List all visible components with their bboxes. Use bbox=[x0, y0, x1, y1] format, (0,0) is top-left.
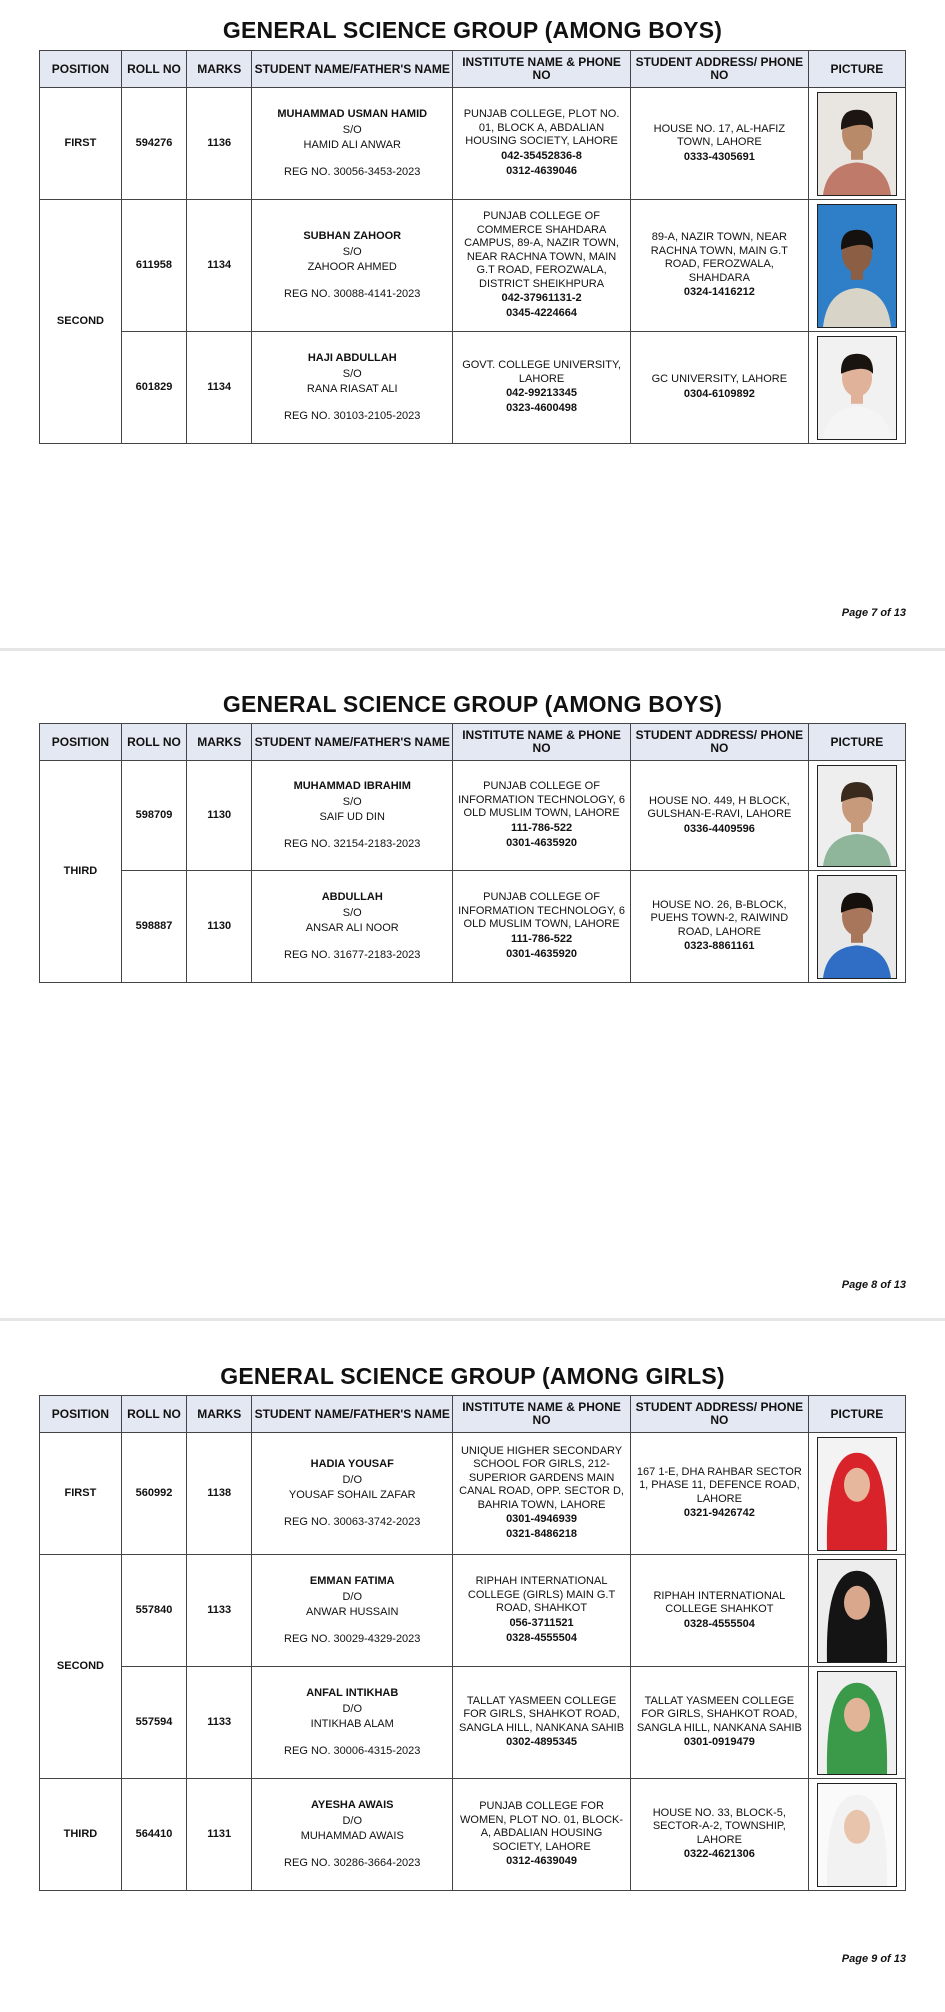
page-title: GENERAL SCIENCE GROUP (AMONG GIRLS) bbox=[220, 1363, 725, 1389]
student-photo bbox=[817, 1671, 897, 1775]
page-7 bbox=[0, 0, 945, 648]
address-cell bbox=[630, 761, 808, 871]
picture-cell bbox=[808, 1779, 905, 1891]
student-photo bbox=[817, 1559, 897, 1663]
institute-phone: 0312-4639046 bbox=[506, 164, 578, 177]
institute-name: PUNJAB COLLEGE OF COMMERCE SHAHDARA CAMPUS, 89-A, NAZIR TOWN, NEAR RACHNA TOWN, MAIN G.T ROAD, FEROZWALA, DISTRICT SHEIKHPURA bbox=[464, 210, 619, 290]
page-9 bbox=[0, 1321, 945, 2012]
student-name-cell bbox=[252, 1667, 453, 1779]
page-title: GENERAL SCIENCE GROUP (AMONG BOYS) bbox=[222, 691, 723, 717]
student-address: RIPHAH INTERNATIONAL COLLEGE SHAHKOT bbox=[653, 1589, 786, 1615]
student-name-cell bbox=[252, 88, 453, 200]
institute-phone: 0321-8486218 bbox=[506, 1528, 578, 1541]
institute-phone: 0301-4635920 bbox=[506, 947, 578, 960]
column-header-name: STUDENT NAME/FATHER'S NAME bbox=[252, 51, 453, 88]
student-phone: 0301-0919479 bbox=[683, 1736, 755, 1749]
roll-number: 594276 bbox=[121, 88, 186, 200]
institute-name: PUNJAB COLLEGE, PLOT NO. 01, BLOCK A, ABDALIAN HOUSING SOCIETY, LAHORE bbox=[463, 108, 620, 148]
institute-cell bbox=[453, 871, 631, 983]
column-header-picture: PICTURE bbox=[808, 1396, 905, 1433]
column-header-marks: MARKS bbox=[187, 1396, 252, 1433]
column-header-position: POSITION bbox=[40, 51, 122, 88]
picture-cell bbox=[808, 200, 905, 332]
student-name-cell bbox=[252, 332, 453, 444]
relation: S/O bbox=[342, 246, 362, 258]
column-header-name: STUDENT NAME/FATHER'S NAME bbox=[252, 1396, 453, 1433]
marks: 1134 bbox=[187, 332, 252, 444]
institute-cell bbox=[453, 761, 631, 871]
student-row bbox=[40, 1433, 906, 1555]
student-name: ANFAL INTIKHAB bbox=[306, 1687, 399, 1699]
table-header bbox=[40, 1396, 906, 1433]
position-cell: THIRD bbox=[40, 1779, 122, 1891]
results-table bbox=[39, 1395, 906, 1891]
student-phone: 0333-4305691 bbox=[683, 150, 755, 163]
student-name: SUBHAN ZAHOOR bbox=[303, 230, 402, 242]
table-body bbox=[40, 88, 906, 444]
father-name: INTIKHAB ALAM bbox=[310, 1718, 394, 1730]
student-portrait bbox=[818, 1672, 896, 1774]
student-photo bbox=[817, 336, 897, 440]
roll-number: 601829 bbox=[121, 332, 186, 444]
header-row bbox=[40, 1396, 906, 1433]
student-photo bbox=[817, 765, 897, 867]
student-name-cell bbox=[252, 761, 453, 871]
student-row bbox=[40, 761, 906, 871]
position-cell: FIRST bbox=[40, 88, 122, 200]
column-header-address: STUDENT ADDRESS/ PHONE NO bbox=[630, 51, 808, 88]
institute-name: UNIQUE HIGHER SECONDARY SCHOOL FOR GIRLS, 212-SUPERIOR GARDENS MAIN CANAL ROAD, OPP. SECTOR D, BAHRIA TOWN, LAHORE bbox=[459, 1444, 624, 1511]
relation: D/O bbox=[342, 1703, 363, 1715]
student-address: TALLAT YASMEEN COLLEGE FOR GIRLS, SHAHKOT ROAD, SANGLA HILL, NANKANA SAHIB bbox=[636, 1694, 802, 1734]
relation: S/O bbox=[342, 796, 362, 808]
institute-cell bbox=[453, 88, 631, 200]
registration-number: REG NO. 31677-2183-2023 bbox=[284, 949, 421, 961]
student-address: HOUSE NO. 17, AL-HAFIZ TOWN, LAHORE bbox=[653, 122, 786, 148]
address-cell bbox=[630, 1433, 808, 1555]
institute-name: RIPHAH INTERNATIONAL COLLEGE (GIRLS) MAIN G.T ROAD, SHAHKOT bbox=[467, 1575, 616, 1615]
student-phone: 0321-9426742 bbox=[683, 1507, 755, 1520]
column-header-roll: ROLL NO bbox=[121, 1396, 186, 1433]
column-header-picture: PICTURE bbox=[808, 51, 905, 88]
institute-cell bbox=[453, 1779, 631, 1891]
institute-phone: 0323-4600498 bbox=[506, 402, 578, 414]
registration-number: REG NO. 30088-4141-2023 bbox=[284, 288, 421, 300]
student-row bbox=[40, 200, 906, 332]
institute-phone: 0328-4555504 bbox=[506, 1631, 578, 1644]
institute-phone: 0301-4635920 bbox=[506, 836, 578, 849]
column-header-name: STUDENT NAME/FATHER'S NAME bbox=[252, 724, 453, 761]
institute-cell bbox=[453, 1433, 631, 1555]
relation: S/O bbox=[342, 124, 362, 136]
student-address: HOUSE NO. 26, B-BLOCK, PUEHS TOWN-2, RAIWIND ROAD, LAHORE bbox=[650, 898, 789, 938]
relation: D/O bbox=[342, 1591, 363, 1603]
student-name-cell bbox=[252, 1555, 453, 1667]
column-header-position: POSITION bbox=[40, 1396, 122, 1433]
position-cell: SECOND bbox=[40, 1555, 122, 1779]
page-number: Page 9 of 13 bbox=[841, 1953, 906, 1965]
column-header-picture: PICTURE bbox=[808, 724, 905, 761]
father-name: SAIF UD DIN bbox=[319, 811, 385, 823]
table-header bbox=[40, 51, 906, 88]
student-portrait bbox=[818, 1438, 896, 1550]
student-row bbox=[40, 332, 906, 444]
student-phone: 0323-8861161 bbox=[684, 940, 755, 953]
father-name: ANSAR ALI NOOR bbox=[305, 922, 399, 934]
student-row bbox=[40, 1779, 906, 1891]
column-header-institute: INSTITUTE NAME & PHONE NO bbox=[453, 724, 631, 761]
position-cell: THIRD bbox=[40, 761, 122, 983]
column-header-address: STUDENT ADDRESS/ PHONE NO bbox=[630, 724, 808, 761]
institute-phone: 0312-4639049 bbox=[506, 1855, 578, 1867]
student-portrait bbox=[818, 1560, 896, 1662]
student-row bbox=[40, 88, 906, 200]
student-photo bbox=[817, 204, 897, 328]
marks: 1133 bbox=[187, 1667, 252, 1779]
address-cell bbox=[630, 332, 808, 444]
student-portrait bbox=[818, 876, 896, 978]
column-header-roll: ROLL NO bbox=[121, 724, 186, 761]
registration-number: REG NO. 30006-4315-2023 bbox=[284, 1745, 421, 1757]
student-name-cell bbox=[252, 1433, 453, 1555]
table-body bbox=[40, 761, 906, 983]
student-name: AYESHA AWAIS bbox=[310, 1799, 394, 1811]
institute-phone: 111-786-522 bbox=[510, 821, 573, 834]
page-8 bbox=[0, 651, 945, 1318]
roll-number: 560992 bbox=[121, 1433, 186, 1555]
student-row bbox=[40, 1667, 906, 1779]
header-row bbox=[40, 51, 906, 88]
student-portrait bbox=[818, 1784, 896, 1886]
column-header-marks: MARKS bbox=[187, 51, 252, 88]
student-portrait bbox=[818, 205, 896, 327]
results-table bbox=[39, 50, 906, 444]
institute-name: GOVT. COLLEGE UNIVERSITY, LAHORE bbox=[462, 359, 621, 385]
relation: S/O bbox=[342, 907, 362, 919]
father-name: ANWAR HUSSAIN bbox=[305, 1606, 399, 1618]
institute-phone: 042-35452836-8 bbox=[501, 149, 582, 162]
picture-cell bbox=[808, 1433, 905, 1555]
student-name: EMMAN FATIMA bbox=[309, 1575, 395, 1587]
institute-phone: 042-37961131-2 bbox=[501, 292, 582, 304]
institute-cell bbox=[453, 200, 631, 332]
relation: D/O bbox=[342, 1815, 363, 1827]
institute-phone: 042-99213345 bbox=[506, 387, 578, 399]
student-phone: 0304-6109892 bbox=[683, 387, 755, 400]
table-header bbox=[40, 724, 906, 761]
student-name: HADIA YOUSAF bbox=[310, 1458, 394, 1470]
student-address: HOUSE NO. 449, H BLOCK, GULSHAN-E-RAVI, LAHORE bbox=[647, 794, 792, 820]
address-cell bbox=[630, 1555, 808, 1667]
header-row bbox=[40, 724, 906, 761]
institute-name: TALLAT YASMEEN COLLEGE FOR GIRLS, SHAHKOT ROAD, SANGLA HILL, NANKANA SAHIB bbox=[459, 1694, 625, 1734]
roll-number: 598887 bbox=[121, 871, 186, 983]
column-header-institute: INSTITUTE NAME & PHONE NO bbox=[453, 51, 631, 88]
page-number: Page 8 of 13 bbox=[841, 1279, 906, 1291]
table-body bbox=[40, 1433, 906, 1891]
institute-phone: 0301-4946939 bbox=[506, 1513, 578, 1526]
institute-phone: 111-786-522 bbox=[510, 932, 573, 945]
student-row bbox=[40, 871, 906, 983]
picture-cell bbox=[808, 88, 905, 200]
father-name: YOUSAF SOHAIL ZAFAR bbox=[288, 1489, 416, 1501]
student-photo bbox=[817, 875, 897, 979]
position-cell: SECOND bbox=[40, 200, 122, 444]
registration-number: REG NO. 30286-3664-2023 bbox=[284, 1857, 421, 1869]
picture-cell bbox=[808, 761, 905, 871]
student-address: GC UNIVERSITY, LAHORE bbox=[651, 373, 788, 386]
roll-number: 557594 bbox=[121, 1667, 186, 1779]
roll-number: 598709 bbox=[121, 761, 186, 871]
institute-name: PUNJAB COLLEGE FOR WOMEN, PLOT NO. 01, BLOCK-A, ABDALIAN HOUSING SOCIETY, LAHORE bbox=[460, 1800, 624, 1853]
student-address: 89-A, NAZIR TOWN, NEAR RACHNA TOWN, MAIN G.T ROAD, FEROZWALA, SHAHDARA bbox=[650, 231, 788, 284]
registration-number: REG NO. 30103-2105-2023 bbox=[284, 410, 421, 422]
roll-number: 564410 bbox=[121, 1779, 186, 1891]
registration-number: REG NO. 32154-2183-2023 bbox=[284, 838, 421, 850]
position-cell: FIRST bbox=[40, 1433, 122, 1555]
student-photo bbox=[817, 1437, 897, 1551]
marks: 1130 bbox=[187, 761, 252, 871]
registration-number: REG NO. 30029-4329-2023 bbox=[284, 1633, 421, 1645]
student-row bbox=[40, 1555, 906, 1667]
picture-cell bbox=[808, 332, 905, 444]
results-table bbox=[39, 723, 906, 983]
column-header-institute: INSTITUTE NAME & PHONE NO bbox=[453, 1396, 631, 1433]
father-name: MUHAMMAD AWAIS bbox=[300, 1830, 404, 1842]
institute-name: PUNJAB COLLEGE OF INFORMATION TECHNOLOGY, 6 OLD MUSLIM TOWN, LAHORE bbox=[458, 891, 625, 931]
marks: 1134 bbox=[187, 200, 252, 332]
address-cell bbox=[630, 1667, 808, 1779]
student-name: ABDULLAH bbox=[321, 891, 383, 903]
marks: 1131 bbox=[187, 1779, 252, 1891]
marks: 1136 bbox=[187, 88, 252, 200]
student-portrait bbox=[818, 337, 896, 439]
father-name: HAMID ALI ANWAR bbox=[303, 139, 401, 151]
student-name: MUHAMMAD IBRAHIM bbox=[293, 780, 411, 792]
student-name-cell bbox=[252, 200, 453, 332]
address-cell bbox=[630, 871, 808, 983]
address-cell bbox=[630, 200, 808, 332]
registration-number: REG NO. 30056-3453-2023 bbox=[284, 166, 421, 178]
student-address: 167 1-E, DHA RAHBAR SECTOR 1, PHASE 11, DEFENCE ROAD, LAHORE bbox=[636, 1465, 802, 1505]
page-title: GENERAL SCIENCE GROUP (AMONG BOYS) bbox=[222, 17, 723, 43]
column-header-address: STUDENT ADDRESS/ PHONE NO bbox=[630, 1396, 808, 1433]
student-phone: 0322-4621306 bbox=[683, 1848, 755, 1861]
student-portrait bbox=[818, 766, 896, 866]
student-portrait bbox=[818, 93, 896, 195]
page-number: Page 7 of 13 bbox=[841, 607, 906, 619]
student-photo bbox=[817, 1783, 897, 1887]
roll-number: 611958 bbox=[121, 200, 186, 332]
student-name: HAJI ABDULLAH bbox=[307, 352, 397, 364]
institute-phone: 0302-4895345 bbox=[506, 1736, 578, 1749]
student-address: HOUSE NO. 33, BLOCK-5, SECTOR-A-2, TOWNSHIP, LAHORE bbox=[652, 1806, 786, 1846]
relation: D/O bbox=[342, 1474, 363, 1486]
institute-cell bbox=[453, 1667, 631, 1779]
institute-phone: 0345-4224664 bbox=[506, 307, 578, 319]
institute-phone: 056-3711521 bbox=[509, 1616, 574, 1629]
student-phone: 0328-4555504 bbox=[683, 1617, 755, 1630]
column-header-position: POSITION bbox=[40, 724, 122, 761]
student-phone: 0336-4409596 bbox=[683, 822, 755, 835]
student-name-cell bbox=[252, 1779, 453, 1891]
roll-number: 557840 bbox=[121, 1555, 186, 1667]
institute-cell bbox=[453, 332, 631, 444]
picture-cell bbox=[808, 1667, 905, 1779]
picture-cell bbox=[808, 871, 905, 983]
student-name-cell bbox=[252, 871, 453, 983]
column-header-roll: ROLL NO bbox=[121, 51, 186, 88]
institute-cell bbox=[453, 1555, 631, 1667]
marks: 1133 bbox=[187, 1555, 252, 1667]
picture-cell bbox=[808, 1555, 905, 1667]
father-name: RANA RIASAT ALI bbox=[306, 383, 398, 395]
institute-name: PUNJAB COLLEGE OF INFORMATION TECHNOLOGY, 6 OLD MUSLIM TOWN, LAHORE bbox=[458, 780, 625, 820]
student-photo bbox=[817, 92, 897, 196]
address-cell bbox=[630, 88, 808, 200]
student-name: MUHAMMAD USMAN HAMID bbox=[277, 108, 428, 120]
marks: 1130 bbox=[187, 871, 252, 983]
father-name: ZAHOOR AHMED bbox=[307, 261, 397, 273]
address-cell bbox=[630, 1779, 808, 1891]
student-phone: 0324-1416212 bbox=[683, 286, 755, 298]
relation: S/O bbox=[342, 368, 362, 380]
marks: 1138 bbox=[187, 1433, 252, 1555]
column-header-marks: MARKS bbox=[187, 724, 252, 761]
registration-number: REG NO. 30063-3742-2023 bbox=[284, 1516, 421, 1528]
